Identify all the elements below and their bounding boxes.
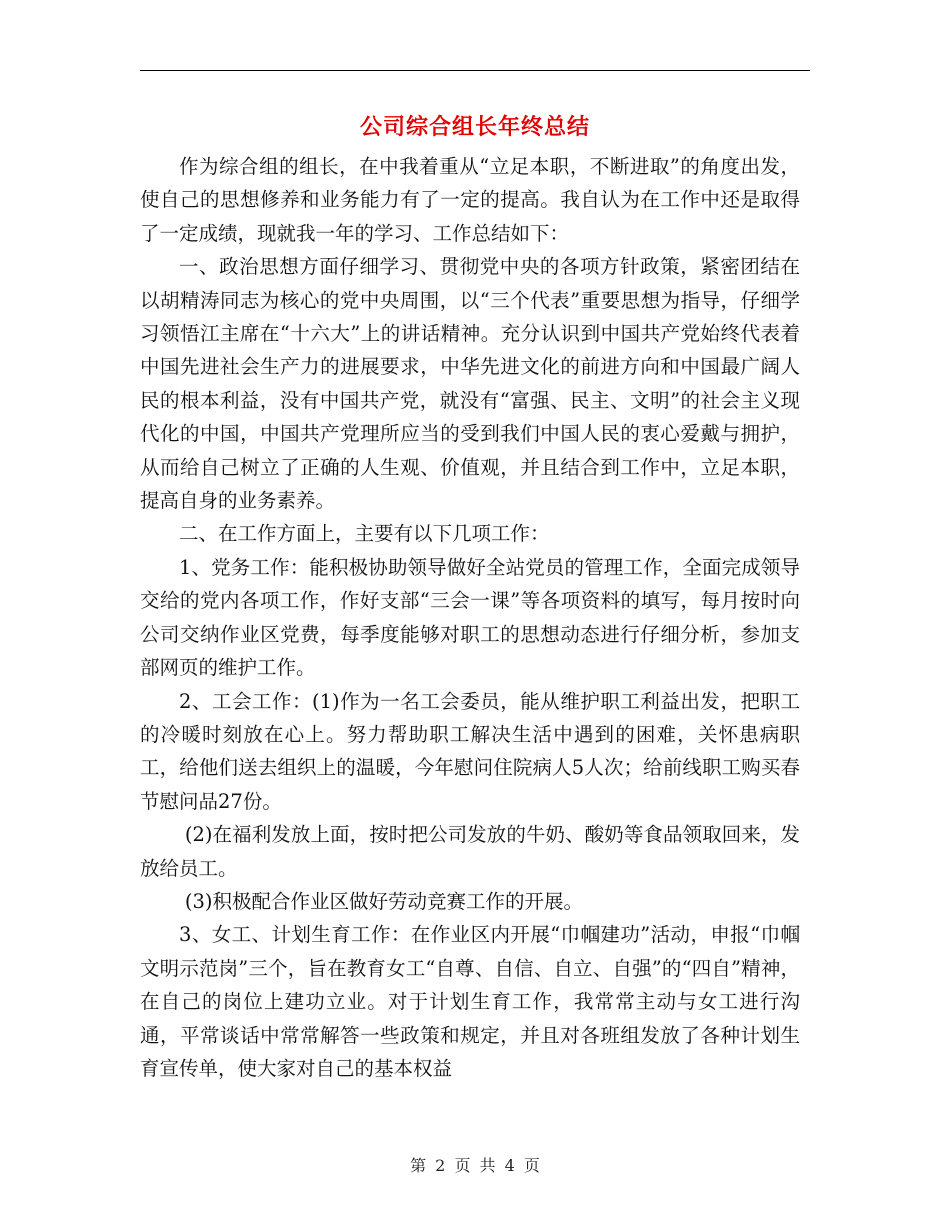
paragraph-welfare: (2)在福利发放上面，按时把公司发放的牛奶、酸奶等食品领取回来，发放给员工。	[140, 823, 800, 880]
page-number: 第 2 页 共 4 页	[410, 1156, 540, 1175]
paragraph-women-work: 3、女工、计划生育工作：在作业区内开展“巾帼建功”活动，申报“巾帼文明示范岗”三个，旨在教育女工“自尊、自信、自立、自强”的“四自”精神，在自己的岗位上建功立业。对于计划生育工作，我常常主动与女工进行沟通，平常谈话中常常解答一些政策和规定，并且对各班组发放了各种计划生育宣传单，使大家对自己的基本权益	[140, 923, 800, 1080]
document-title: 公司综合组长年终总结	[359, 114, 590, 140]
paragraph-competition: (3)积极配合作业区做好劳动竞赛工作的开展。	[184, 889, 583, 913]
paragraph-party-work: 1、党务工作：能积极协助领导做好全站党员的管理工作，全面完成领导交给的党内各项工作，作好支部“三会一课”等各项资料的填写，每月按时向公司交纳作业区党费，每季度能够对职工的思想动态进行仔细分析，参加支部网页的维护工作。	[140, 555, 800, 680]
document-body	[140, 150, 800, 1085]
header-rule	[140, 70, 810, 71]
paragraph-intro: 作为综合组的组长，在中我着重从“立足本职，不断进取”的角度出发，使自己的思想修养和业务能力有了一定的提高。我自认为在工作中还是取得了一定成绩，现就我一年的学习、工作总结如下：	[140, 155, 800, 245]
paragraph-union-work: 2、工会工作：(1)作为一名工会委员，能从维护职工利益出发，把职工的冷暖时刻放在心上。努力帮助职工解决生活中遇到的困难，关怀患病职工，给他们送去组织上的温暖，今年慰问住院病人5人次；给前线职工购买春节慰问品27份。	[140, 689, 800, 813]
paragraph-political: 一、政治思想方面仔细学习、贯彻党中央的各项方针政策，紧密团结在以胡精涛同志为核心的党中央周围，以“三个代表”重要思想为指导，仔细学习领悟江主席在“十六大”上的讲话精神。充分认识到中国共产党始终代表着中国先进社会生产力的进展要求，中华先进文化的前进方向和中国最广阔人民的根本利益，没有中国共产党，就没有“富强、民主、文明”的社会主义现代化的中国，中国共产党理所应当的受到我们中国人民的衷心爱戴与拥护，从而给自己树立了正确的人生观、价值观，并且结合到工作中，立足本职，提高自身的业务素养。	[140, 255, 800, 513]
paragraph-work-heading: 二、在工作方面上，主要有以下几项工作：	[179, 522, 550, 546]
